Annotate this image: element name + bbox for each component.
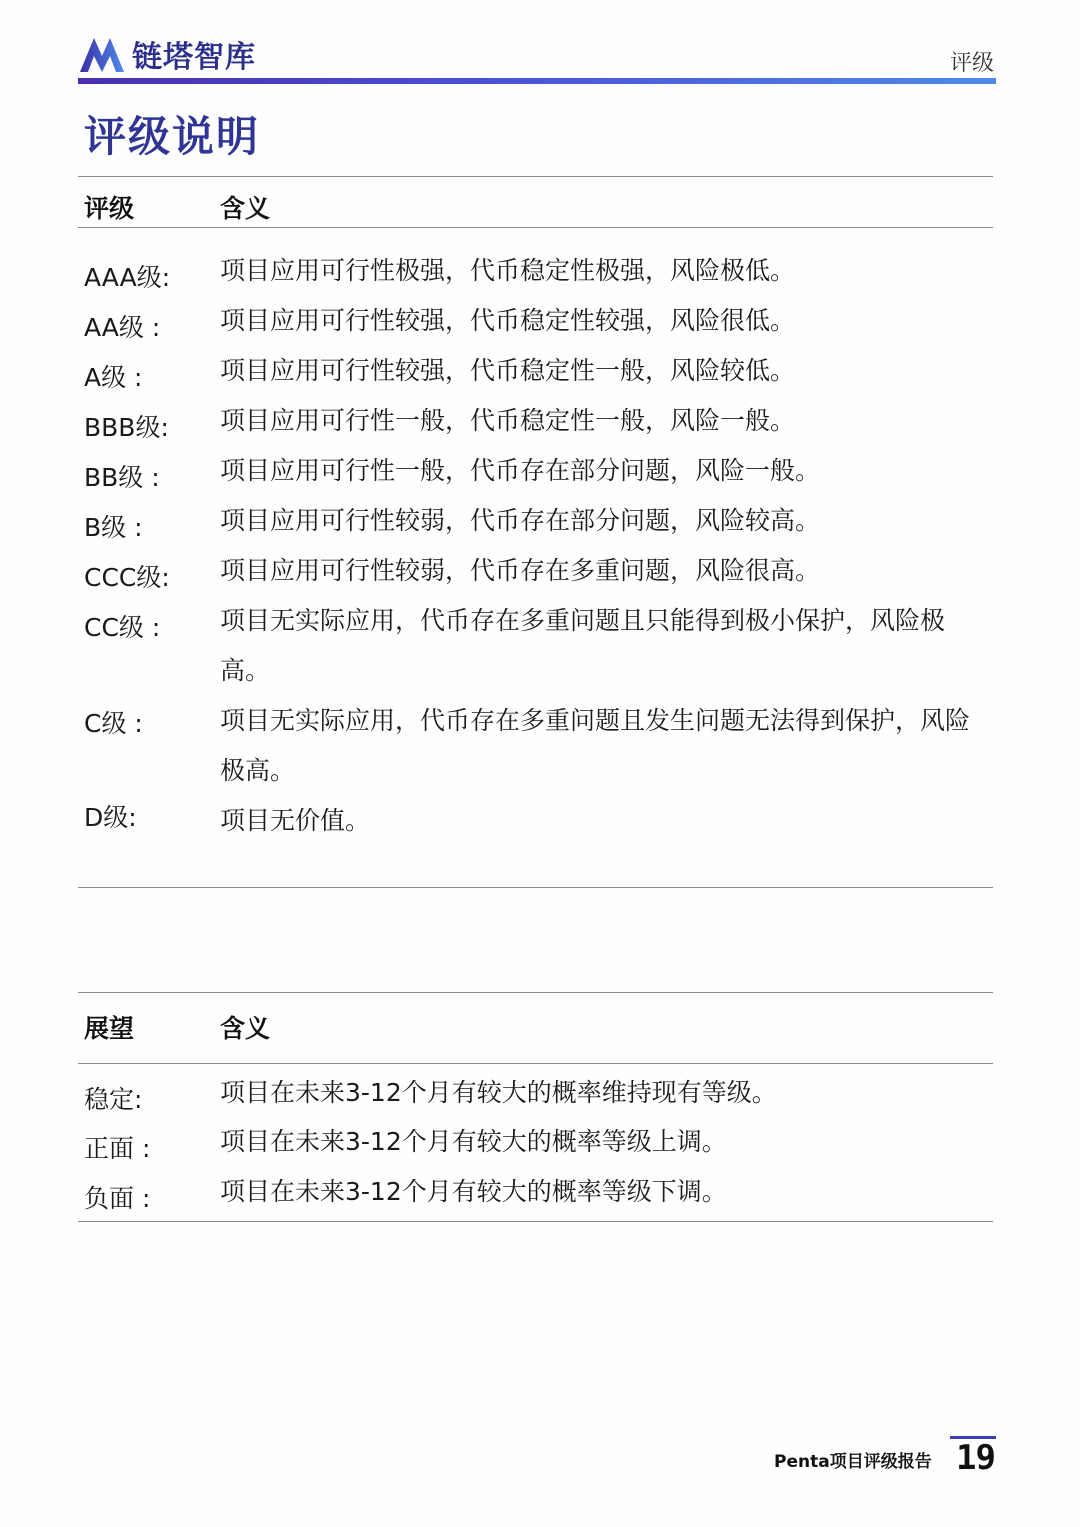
rating-meaning: 项目应用可行性一般，代币存在部分问题，风险一般。 — [220, 456, 821, 485]
header-section-label: 评级 — [949, 51, 994, 76]
rating-label: C级 : — [84, 709, 143, 738]
table-bottom-rule — [78, 1221, 993, 1222]
column-header-rating: 评级 — [84, 194, 135, 223]
table-header-rule — [78, 227, 993, 228]
rating-meaning: 项目应用可行性极强，代币稳定性极强，风险极低。 — [220, 256, 796, 285]
rating-label: D级: — [84, 803, 137, 832]
logo — [78, 34, 256, 74]
rating-label: B级 : — [84, 513, 143, 542]
rating-meaning: 项目应用可行性较弱，代币存在部分问题，风险较高。 — [220, 506, 821, 535]
rating-meaning: 项目应用可行性一般，代币稳定性一般，风险一般。 — [220, 406, 796, 435]
header-divider — [78, 78, 996, 84]
outlook-meaning: 项目在未来3-12个月有较大的概率维持现有等级。 — [220, 1078, 777, 1107]
outlook-meaning: 项目在未来3-12个月有较大的概率等级下调。 — [220, 1177, 727, 1206]
page-header — [78, 34, 996, 86]
rating-meaning: 项目无价值。 — [220, 806, 371, 835]
rating-meaning: 项目无实际应用，代币存在多重问题且发生问题无法得到保护，风险极高。 — [220, 706, 971, 785]
rating-label: CC级 : — [84, 613, 161, 642]
outlook-table — [78, 992, 993, 1222]
page-footer — [774, 1436, 996, 1486]
outlook-label: 稳定: — [84, 1085, 143, 1114]
table-header-rule — [78, 1063, 993, 1064]
table-top-rule — [78, 992, 993, 993]
rating-meaning: 项目应用可行性较弱，代币存在多重问题，风险很高。 — [220, 556, 821, 585]
rating-label: AA级 : — [84, 313, 161, 342]
table-bottom-rule — [78, 887, 993, 888]
report-title: Penta项目评级报告 — [774, 1452, 932, 1472]
rating-meaning: 项目应用可行性较强，代币稳定性较强，风险很低。 — [220, 306, 796, 335]
rating-meaning: 项目应用可行性较强，代币稳定性一般，风险较低。 — [220, 356, 796, 385]
outlook-meaning: 项目在未来3-12个月有较大的概率等级上调。 — [220, 1127, 727, 1156]
logo-mark-icon — [78, 34, 126, 74]
page-title: 评级说明 — [84, 112, 261, 161]
table-top-rule — [78, 176, 993, 177]
outlook-label: 负面 : — [84, 1184, 151, 1213]
outlook-label: 正面 : — [84, 1134, 151, 1163]
ratings-table — [78, 176, 993, 888]
rating-label: BBB级: — [84, 413, 169, 442]
rating-label: AAA级: — [84, 263, 171, 292]
page-number: 19 — [956, 1438, 995, 1478]
column-header-meaning: 含义 — [220, 1014, 271, 1043]
rating-label: BB级 : — [84, 463, 160, 492]
column-header-meaning: 含义 — [220, 194, 271, 223]
rating-meaning: 项目无实际应用，代币存在多重问题且只能得到极小保护，风险极高。 — [220, 606, 946, 685]
column-header-outlook: 展望 — [84, 1014, 135, 1043]
logo-text: 链塔智库 — [132, 40, 256, 75]
rating-label: A级 : — [84, 363, 143, 392]
rating-label: CCC级: — [84, 563, 170, 592]
